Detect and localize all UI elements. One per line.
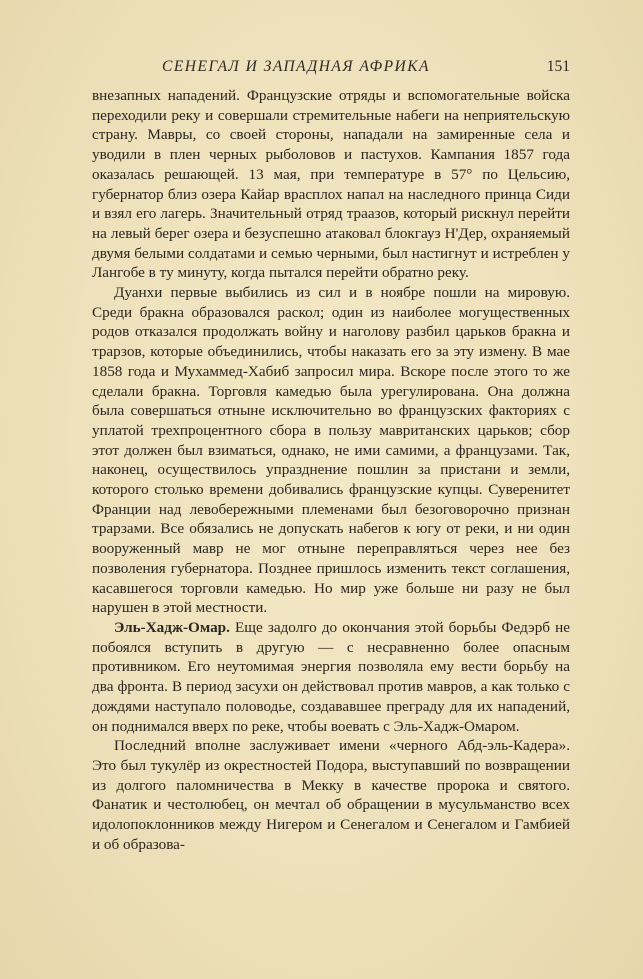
- paragraph: [92, 618, 570, 736]
- paragraph-text: Еще задолго до окончания этой борьбы Федэрб не побоялся вступить в другую — с несравненно более опасным противником. Его неутомимая энергия позволяла ему вести борьбу на два фронта. В период засухи он действовал против мавров, а как только с дождями наступало половодье, создававшее преграду для их нападений, он поднимался вверх по реке, чтобы воевать с Эль-Хадж-Омаром.: [92, 618, 570, 735]
- section-heading: Эль-Хадж-Омар.: [114, 618, 230, 636]
- page-header: [92, 58, 570, 80]
- paragraph-text: внезапных нападений. Французские отряды и вспомогательные войска переходили реку и совершали стремительные набеги на неприятельскую страну. Мавры, со своей стороны, нападали на замиренные села и уводили в плен черных рыболовов и пастухов. Кампания 1857 года оказалась решающей. 13 мая, при температуре в 57° по Цельсию, губернатор близ озера Кайар врасплох напал на наследного принца Сиди и взял его лагерь. Значительный отряд траазов, который рискнул перейти на левый берег озера и безуспешно атаковал блокгауз Н'Дер, охраняемый двумя белыми солдатами и семью черными, был настигнут и истреблен у Лангобе в ту минуту, когда пытался перейти обратно реку.: [92, 87, 570, 282]
- running-title: СЕНЕГАЛ И ЗАПАДНАЯ АФРИКА: [162, 58, 431, 75]
- body-text: [92, 86, 570, 854]
- page-number: 151: [546, 58, 570, 75]
- paragraph-text: Последний вполне заслуживает имени «черного Абд-эль-Кадера». Это был тукулёр из окрестностей Подора, выступавший по возвращении из долгого паломничества в Мекку в качестве пророка и святого. Фанатик и честолюбец, он мечтал об обращении в мусульманство всех идолопоклонников между Нигером и Сенегалом и Сенегалом и Гамбией и об образова-: [92, 737, 570, 853]
- paragraph-text: Дуанхи первые выбились из сил и в ноябре пошли на мировую. Среди бракна образовался раскол; один из наиболее могущественных родов отказался продолжать войну и наголову разбил царьков бракна и трарзов, которые объединились, чтобы наказать его за эту измену. В мае 1858 года и Мухаммед-Хабиб запросил мира. Вскоре после этого то же сделали бракна. Торговля камедью была урегулирована. Она должна была совершаться отныне исключительно во французских факториях с уплатой трехпроцентного сбора в пользу мавританских царьков; сбор этот должен был взиматься, однако, не ими самими, а французами. Так, наконец, осуществилось упразднение пошлин за пристани и земли, которого столько времени добивались французские купцы. Суверенитет Франции над левобережными племенами был безоговорочно признан трарзами. Все обязались не допускать набегов к югу от реки, и ни один вооруженный мавр не мог отныне переправляться через нее без позволения губернатора. Позднее пришлось изменить текст соглашения, касавшегося торговли камедью. Но мир уже больше ни разу не был нарушен в этой местности.: [92, 284, 570, 617]
- paragraph: [92, 86, 570, 283]
- paragraph: [92, 283, 570, 618]
- paragraph: [92, 736, 570, 854]
